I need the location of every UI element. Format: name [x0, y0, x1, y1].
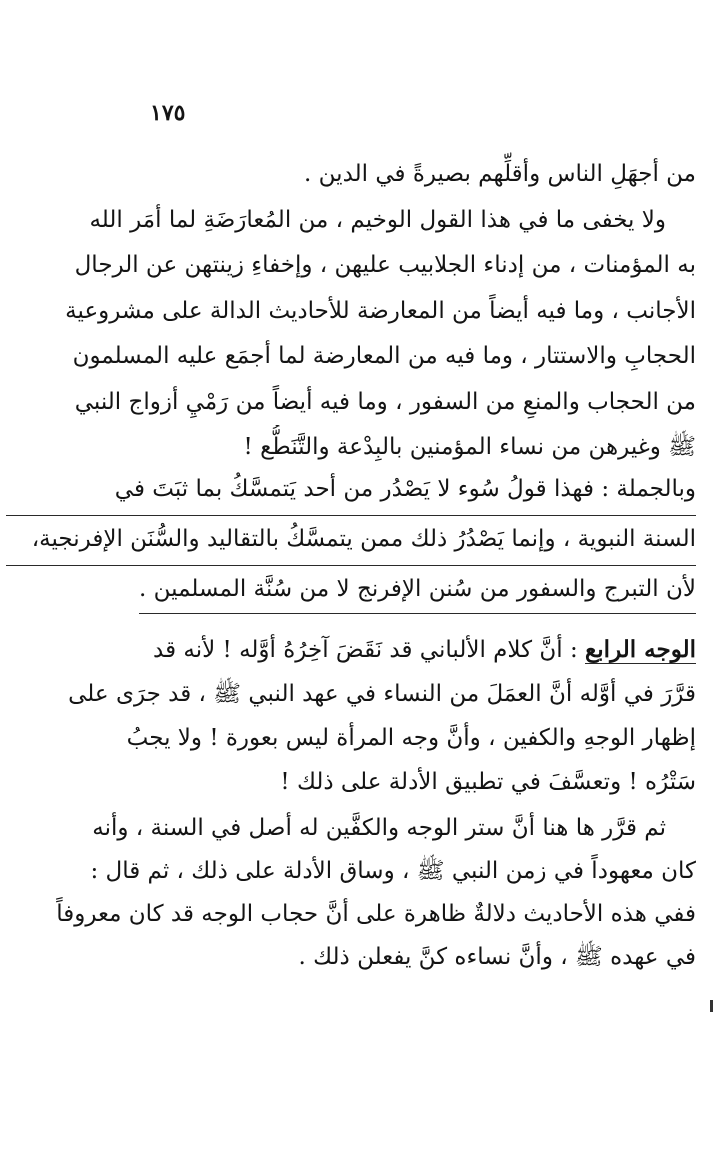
text-line: ففي هذه الأحاديث دلالةٌ ظاهرة على أنَّ حجاب الوجه قد كان معروفاً [56, 901, 696, 927]
text-line: به المؤمنات ، من إدناء الجلابيب عليهن ، وإخفاءِ زينتهن عن الرجال [74, 252, 696, 278]
text-line: الأجانب ، وما فيه أيضاً من المعارضة للأحاديث الدالة على مشروعية [65, 297, 696, 324]
text-line: في عهده ﷺ ، وأنَّ نساءه كنَّ يفعلن ذلك . [298, 944, 696, 970]
heading-continuation: : أنَّ كلام الألباني قد نَقَضَ آخِرُهُ أوَّله ! لأنه قد [153, 637, 578, 663]
page-number: ١٧٥ [150, 100, 186, 126]
paragraph-block-5 [6, 807, 696, 979]
scan-mark [710, 1000, 713, 1012]
text-line: إظهار الوجهِ والكفين ، وأنَّ وجه المرأة ليس بعورة ! ولا يجبُ [126, 725, 696, 751]
text-line: الحجابِ والاستتار ، وما فيه من المعارضة لما أجمَع عليه المسلمون [72, 343, 696, 369]
text-line: كان معهوداً في زمن النبي ﷺ ، وساق الأدلة على ذلك ، ثم قال : [90, 858, 696, 884]
text-line: من أجهَلِ الناس وأقلِّهم بصيرةً في الدين . [304, 161, 696, 187]
paragraph-block-4 [6, 628, 696, 804]
text-line: سَتْرُه ! وتعسَّفَ في تطبيق الأدلة على ذلك ! [280, 769, 696, 795]
text-line: من الحجاب والمنعِ من السفور ، وما فيه أيضاً من رَمْيِ أزواج النبي [74, 388, 696, 415]
section-heading: الوجه الرابع [585, 636, 696, 663]
paragraph-block-underlined [6, 466, 696, 614]
paragraph-block-1 [6, 152, 696, 471]
text-line [6, 628, 696, 672]
underlined-line: لأن التبرج والسفور من سُنن الإفرنج لا من سُنَّة المسلمين . [139, 566, 696, 614]
text-line: ولا يخفى ما في هذا القول الوخيم ، من المُعارَضَةِ لما أمَر الله [89, 206, 666, 233]
underlined-line: وبالجملة : فهذا قولُ سُوء لا يَصْدُر من أحد يَتمسَّكُ بما ثبَتَ في [6, 466, 696, 516]
underlined-line: السنة النبوية ، وإنما يَصْدُرُ ذلك ممن يتمسَّكُ بالتقاليد والسُّنَن الإفرنجية، [6, 516, 696, 566]
text-line [6, 566, 696, 614]
text-line: قرَّرَ في أوَّله أنَّ العمَلَ من النساء في عهد النبي ﷺ ، قد جرَى على [68, 681, 696, 707]
text-line: ﷺ وغيرهن من نساء المؤمنين بالبِدْعة والتَّنَطُّع ! [243, 434, 696, 460]
text-line: ثم قرَّر ها هنا أنَّ ستر الوجه والكفَّين له أصل في السنة ، وأنه [92, 815, 666, 841]
